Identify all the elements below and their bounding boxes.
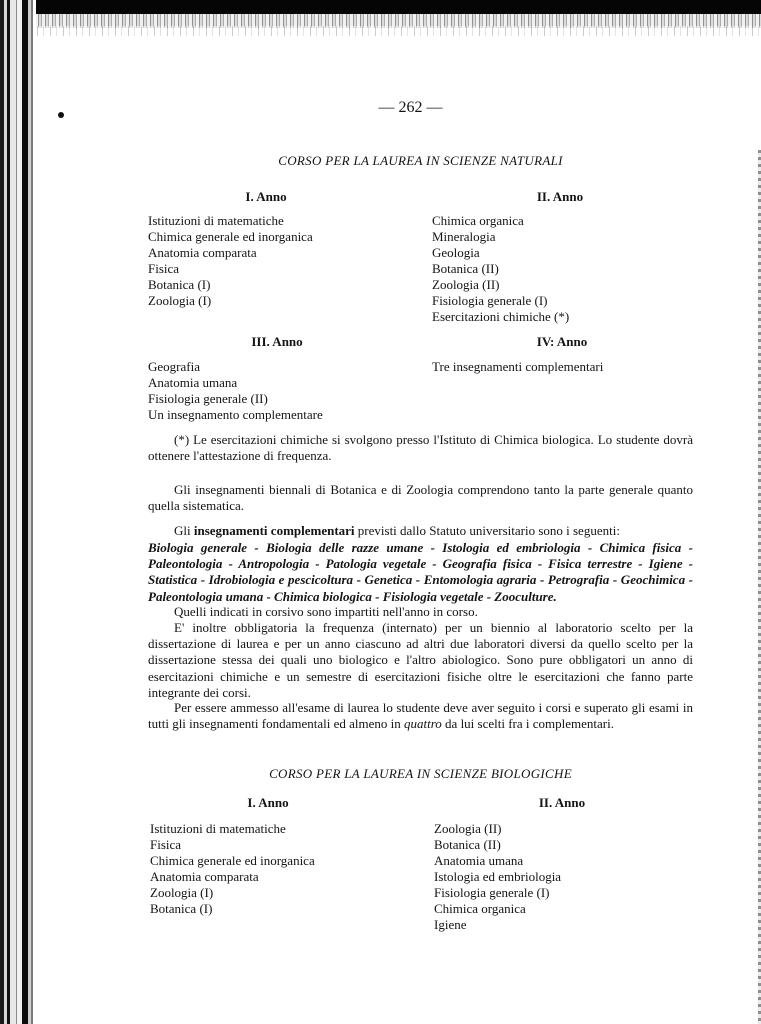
course-item: Fisiologia generale (II) bbox=[148, 391, 268, 406]
biologiche-year-1-courses bbox=[150, 821, 315, 917]
course-item: Igiene bbox=[434, 917, 467, 932]
course-item: Chimica generale ed inorganica bbox=[148, 229, 313, 244]
course-item: Istituzioni di matematiche bbox=[150, 821, 286, 836]
exam-requirements bbox=[148, 700, 693, 732]
complementary-intro-pre: Gli bbox=[174, 523, 194, 538]
course-item: Botanica (I) bbox=[148, 277, 211, 292]
exam-note-pre: Per essere ammesso all'esame di laurea lo studente deve aver seguito i corsi e superato gli esami in tutti gli insegnamenti fondamentali ed almeno in bbox=[148, 700, 693, 732]
biennial-note: Gli insegnamenti biennali di Botanica e di Zoologia comprendono tanto la parte generale quanto quella sistematica. bbox=[148, 482, 693, 514]
naturali-year-2-heading: II. Anno bbox=[536, 189, 584, 204]
italic-courses-note: Quelli indicati in corsivo sono impartiti nell'anno in corso. bbox=[174, 604, 478, 619]
course-item: Fisica bbox=[150, 837, 182, 852]
course-item: Chimica organica bbox=[432, 213, 524, 228]
course-item: Esercitazioni chimiche (*) bbox=[432, 309, 570, 324]
naturali-year-4-courses bbox=[432, 359, 603, 375]
complementary-courses-list: Biologia generale - Biologia delle razze umane - Istologia ed embriologia - Chimica fisica - Paleontologia - Antropologia - Patologia vegetale - Geografia fisica - Fisica terrestre - Igiene - Statistica - Idrobiologia e pescicoltura - Genetica - Entomologia agraria - Petrografia - Geochimica - Paleontologia umana - Chimica biologica - Fisiologia vegetale - Zooculture. bbox=[148, 540, 693, 604]
course-title-naturali: CORSO PER LA LAUREA IN SCIENZE NATURALI bbox=[278, 153, 563, 168]
naturali-year-1-courses bbox=[148, 213, 313, 309]
naturali-year-4-heading: IV: Anno bbox=[536, 334, 588, 349]
biologiche-year-2-courses bbox=[434, 821, 561, 933]
naturali-year-2-courses bbox=[432, 213, 569, 325]
scan-top-border bbox=[0, 0, 761, 14]
complementary-intro-bold: insegnamenti complementari bbox=[193, 523, 355, 538]
course-item: Botanica (I) bbox=[150, 901, 213, 916]
course-item: Geologia bbox=[432, 245, 480, 260]
course-item: Fisiologia generale (I) bbox=[434, 885, 550, 900]
laboratory-requirements: E' inoltre obbligatoria la frequenza (internato) per un biennio al laboratorio scelto per la dissertazione di laurea e per un anno ciascuno ad altri due laboratori diversi da quello scelto per la dissertazione stessa dei quali uno biologico e l'altro abiologico. Sono pure obbligatori un anno di esercitazioni chimiche e un semestre di esercitazioni fisiche oltre le esercitazioni che fanno parte integrante dei corsi. bbox=[148, 620, 693, 700]
course-item: Zoologia (II) bbox=[432, 277, 500, 292]
course-item: Zoologia (I) bbox=[148, 293, 212, 308]
course-item: Zoologia (I) bbox=[150, 885, 214, 900]
course-item: Botanica (II) bbox=[434, 837, 501, 852]
biologiche-year-2-heading: II. Anno bbox=[538, 795, 586, 810]
course-item: Anatomia comparata bbox=[148, 245, 257, 260]
page-number: — 262 — bbox=[378, 99, 443, 116]
exam-note-post: da lui scelti fra i complementari. bbox=[441, 716, 614, 732]
course-title-biologiche: CORSO PER LA LAUREA IN SCIENZE BIOLOGICHE bbox=[269, 766, 572, 781]
course-item: Fisica bbox=[148, 261, 180, 276]
course-item: Istituzioni di matematiche bbox=[148, 213, 284, 228]
course-item: Tre insegnamenti complementari bbox=[432, 359, 604, 374]
naturali-year-3-courses bbox=[148, 359, 323, 423]
course-item: Istologia ed embriologia bbox=[434, 869, 562, 884]
course-item: Anatomia umana bbox=[434, 853, 524, 868]
naturali-year-3-heading: III. Anno bbox=[251, 334, 303, 349]
complementary-intro-post: previsti dallo Statuto universitario sono i seguenti: bbox=[354, 523, 620, 538]
course-item: Geografia bbox=[148, 359, 200, 374]
exam-note-italic: quattro bbox=[403, 716, 442, 732]
biologiche-year-1-heading: I. Anno bbox=[247, 795, 289, 810]
course-item: Anatomia comparata bbox=[150, 869, 259, 884]
course-item: Chimica organica bbox=[434, 901, 526, 916]
naturali-year-1-heading: I. Anno bbox=[245, 189, 287, 204]
course-item: Un insegnamento complementare bbox=[148, 407, 323, 422]
scan-top-noise-2 bbox=[24, 26, 761, 36]
course-item: Chimica generale ed inorganica bbox=[150, 853, 315, 868]
footnote-esercitazioni: (*) Le esercitazioni chimiche si svolgono presso l'Istituto di Chimica biologica. Lo studente dovrà ottenere l'attestazione di frequenza. bbox=[148, 432, 693, 464]
course-item: Fisiologia generale (I) bbox=[432, 293, 548, 308]
course-item: Zoologia (II) bbox=[434, 821, 502, 836]
complementary-courses-paragraph bbox=[148, 523, 693, 539]
course-item: Botanica (II) bbox=[432, 261, 499, 276]
course-item: Anatomia umana bbox=[148, 375, 238, 390]
course-item: Mineralogia bbox=[432, 229, 496, 244]
